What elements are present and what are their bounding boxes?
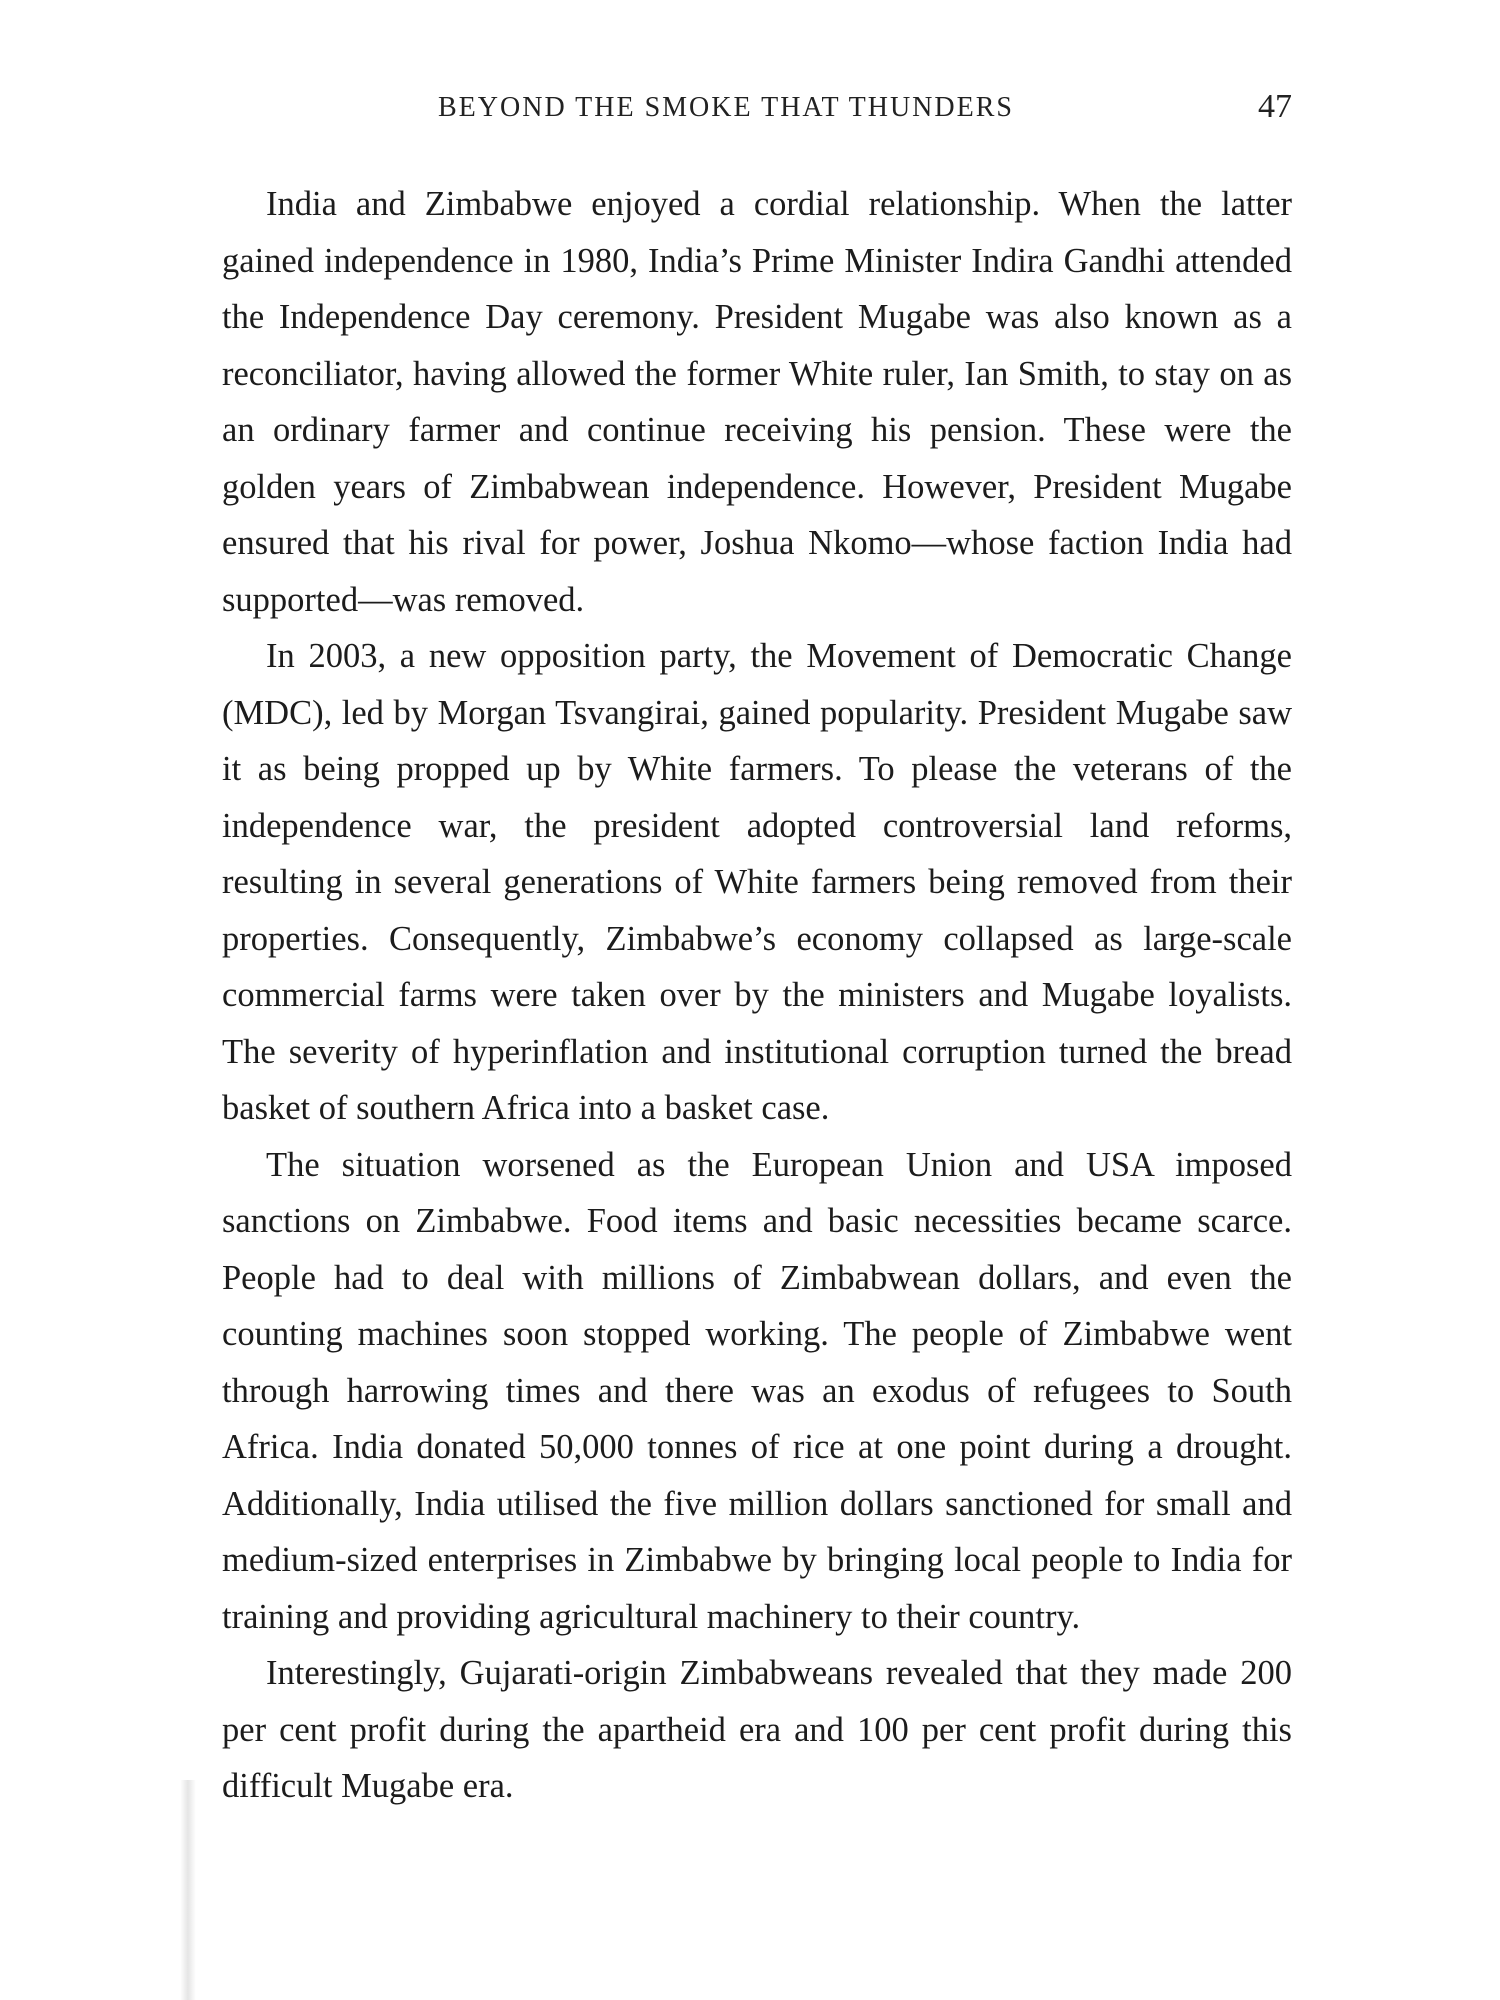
paragraph-4: Interestingly, Gujarati-origin Zimbabweans revealed that they made 200 per cent profit during the apartheid era and 100 per cent profit during this difficult Mugabe era. [222, 1654, 1292, 1805]
page-number: 47 [1258, 88, 1292, 125]
paragraph-1: India and Zimbabwe enjoyed a cordial relationship. When the latter gained independence in 1980, India’s Prime Minister Indira Gandhi attended the Independence Day ceremony. President Mugabe was also known as a reconciliator, having allowed the former White ruler, Ian Smith, to stay on as an ordinary farmer and continue receiving his pension. These were the golden years of Zimbabwean independence. However, President Mugabe ensured that his rival for power, Joshua Nkomo—whose faction India had supported—was removed. [222, 185, 1292, 619]
page-gutter-shadow [180, 1780, 196, 2000]
body-text [222, 176, 1292, 1815]
paragraph-2: In 2003, a new opposition party, the Movement of Democratic Change (MDC), led by Morgan Tsvangirai, gained popularity. President Mugabe saw it as being propped up by White farmers. To please the veterans of the independence war, the president adopted controversial land reforms, resulting in several generations of White farmers being removed from their properties. Consequently, Zimbabwe’s economy collapsed as large-scale commercial farms were taken over by the ministers and Mugabe loyalists. The severity of hyperinflation and institutional corruption turned the bread basket of southern Africa into a basket case. [222, 637, 1292, 1127]
paragraph-3: The situation worsened as the European Union and USA imposed sanctions on Zimbabwe. Food items and basic necessities became scarce. People had to deal with millions of Zimbabwean dollars, and even the counting machines soon stopped working. The people of Zimbabwe went through harrowing times and there was an exodus of refugees to South Africa. India donated 50,000 tonnes of rice at one point during a drought. Additionally, India utilised the five million dollars sanctioned for small and medium-sized enterprises in Zimbabwe by bringing local people to India for training and providing agricultural machinery to their country. [222, 1145, 1292, 1636]
running-head [222, 88, 1292, 128]
running-title: BEYOND THE SMOKE THAT THUNDERS [438, 92, 1014, 123]
